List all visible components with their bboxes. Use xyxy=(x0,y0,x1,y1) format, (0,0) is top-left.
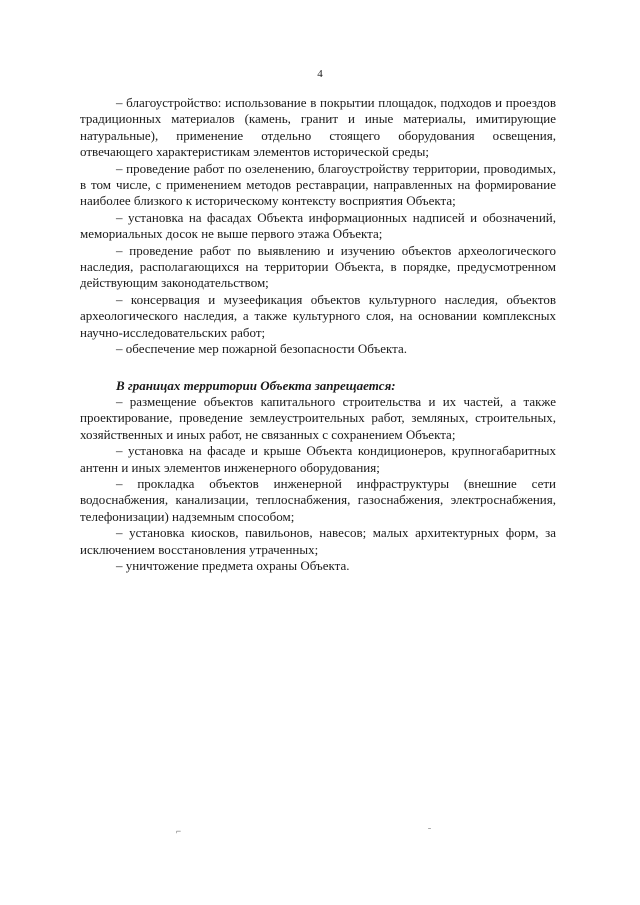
scan-artifact-mark: ˉ xyxy=(428,826,431,836)
list-item-permitted-1: – благоустройство: использование в покрытии площадок, подходов и проездов традиционных материалов (камень, гранит и иные материалы, имитирующие натуральные), применение отдельно стоящего оборудования освещения, отвечающего характеристикам элементов исторической среды; xyxy=(80,95,556,160)
list-item-prohibited-1: – размещение объектов капитального строительства и их частей, а также проектирование, проведение землеустроительных работ, земляных, строительных, хозяйственных и иных работ, не связанных с сохранением Объекта; xyxy=(80,393,556,442)
list-item-prohibited-2: – установка на фасаде и крыше Объекта кондиционеров, крупногабаритных антенн и иных элементов инженерного оборудования; xyxy=(80,443,556,475)
list-item-permitted-2: – проведение работ по озеленению, благоустройству территории, проводимых, в том числе, с применением методов реставрации, направленных на формирование наиболее близкого к историческому контексту восприятия Объекта; xyxy=(80,160,556,209)
scan-artifact-mark: ⌐ xyxy=(176,826,182,836)
list-item-prohibited-5: – уничтожение предмета охраны Объекта. xyxy=(116,557,350,573)
list-item-prohibited-4: – установка киосков, павильонов, навесов; малых архитектурных форм, за исключением восстановления утраченных; xyxy=(80,525,556,557)
list-item-permitted-5: – консервация и музеефикация объектов культурного наследия, объектов археологического наследия, а также культурного слоя, на основании комплексных научно-исследовательских работ; xyxy=(80,291,556,340)
list-item-permitted-3: – установка на фасадах Объекта информационных надписей и обозначений, мемориальных досок не выше первого этажа Объекта; xyxy=(80,209,556,242)
page-number: 4 xyxy=(317,68,323,80)
list-item-prohibited-3: – прокладка объектов инженерной инфраструктуры (внешние сети водоснабжения, канализации, теплоснабжения, газоснабжения, электроснабжения, телефонизации) надземным способом; xyxy=(80,475,556,524)
section-heading-prohibited: В границах территории Объекта запрещается: xyxy=(116,377,396,393)
list-item-permitted-6: – обеспечение мер пожарной безопасности Объекта. xyxy=(116,341,408,357)
list-item-permitted-4: – проведение работ по выявлению и изучению объектов археологического наследия, располагающихся на территории Объекта, в порядке, предусмотренном действующим законодательством; xyxy=(80,242,556,291)
document-body xyxy=(80,95,556,574)
